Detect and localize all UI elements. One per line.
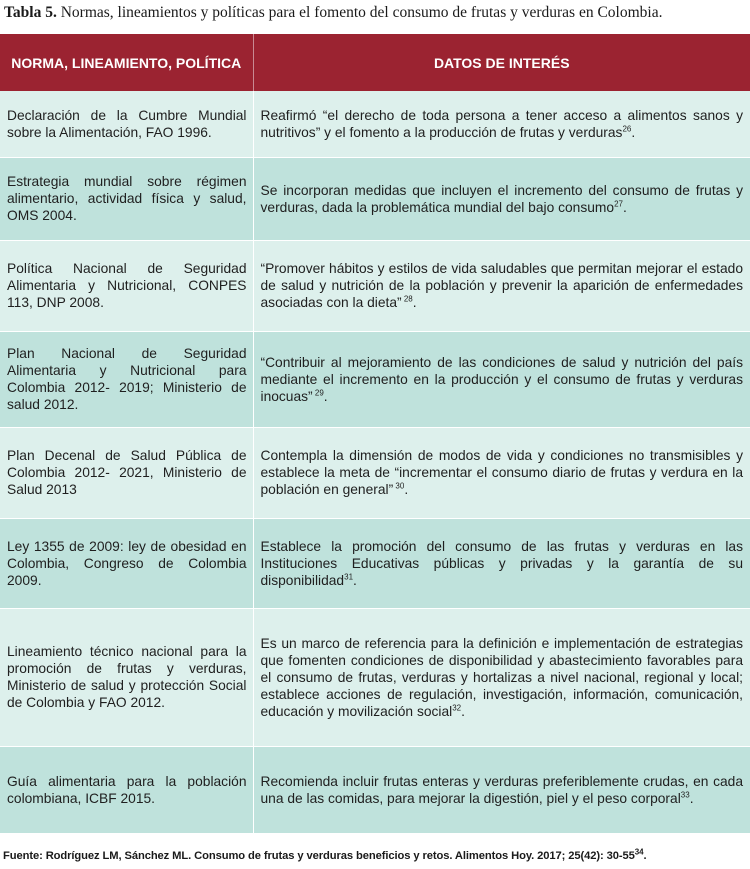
table-body	[0, 91, 750, 833]
caption-text: Normas, lineamientos y políticas para el fomento del consumo de frutas y verduras en Colombia.	[56, 4, 663, 21]
norma-cell: Estrategia mundial sobre régimen alimentario, actividad física y salud, OMS 2004.	[0, 157, 253, 240]
datos-cell	[253, 157, 750, 240]
norma-cell: Plan Nacional de Seguridad Alimentaria y Nutricional para Colombia 2012- 2019; Ministerio de salud 2012.	[0, 331, 253, 427]
datos-text: “Contribuir al mejoramiento de las condiciones de salud y nutrición del país mediante el incremento en la producción y el consumo de frutas y verduras inocuas”	[260, 354, 743, 404]
datos-cell	[253, 331, 750, 427]
table-row	[0, 608, 750, 746]
table-row	[0, 91, 750, 157]
source-ref: 34	[634, 847, 644, 857]
datos-text: Contempla la dimensión de modos de vida y condiciones no transmisibles y establece la meta de “incrementar el consumo diario de frutas y verdura en la población en general”	[260, 448, 743, 497]
footnote-ref: 27	[614, 198, 623, 208]
norma-cell: Lineamiento técnico nacional para la promoción de frutas y verduras, Ministerio de salud y protección Social de Colombia y FAO 2012.	[0, 608, 253, 746]
datos-cell	[253, 746, 750, 833]
source-text: Fuente: Rodríguez LM, Sánchez ML. Consumo de frutas y verduras beneficios y retos. Alimentos Hoy. 2017; 25(42): 30-55	[3, 850, 635, 862]
policy-table	[0, 34, 750, 834]
footnote-ref: 32	[452, 702, 462, 712]
datos-tail: .	[622, 199, 627, 215]
datos-tail: .	[631, 124, 636, 140]
footnote-ref: 30	[393, 481, 405, 491]
datos-tail: .	[353, 572, 357, 588]
datos-text: Se incorporan medidas que incluyen el incremento del consumo de frutas y verduras, dada la problemática mundial del bajo consumo	[260, 182, 743, 215]
norma-cell: Política Nacional de Seguridad Alimentaria y Nutricional, CONPES 113, DNP 2008.	[0, 240, 253, 331]
footnote-ref: 26	[622, 124, 632, 134]
norma-cell: Plan Decenal de Salud Pública de Colombia 2012- 2021, Ministerio de Salud 2013	[0, 427, 253, 518]
datos-text: Es un marco de referencia para la definición e implementación de estrategias que fomenten condiciones de disponibilidad y abastecimiento favorables para el consumo de frutas, verduras y hortalizas a nivel nacional, regional y local; establece acciones de regulación, investigación, información, comunicación, educación y movilización social	[260, 635, 743, 719]
datos-tail: .	[323, 388, 328, 404]
datos-tail: .	[689, 790, 694, 806]
norma-cell: Declaración de la Cumbre Mundial sobre la Alimentación, FAO 1996.	[0, 91, 253, 157]
source-note	[3, 849, 748, 863]
header-datos: DATOS DE INTERÉS	[433, 54, 570, 71]
table-row	[0, 331, 750, 427]
datos-text: Recomienda incluir frutas enteras y verduras preferiblemente crudas, en cada una de las comidas, para mejorar la digestión, piel y el peso corporal	[260, 773, 743, 806]
footnote-ref: 33	[680, 789, 690, 799]
table-row	[0, 157, 750, 240]
norma-cell: Guía alimentaria para la población colombiana, ICBF 2015.	[0, 746, 253, 833]
datos-cell	[253, 91, 750, 157]
footnote-ref: 31	[344, 571, 354, 581]
datos-tail: .	[461, 703, 465, 719]
table-row	[0, 240, 750, 331]
table-row	[0, 427, 750, 518]
datos-tail: .	[404, 482, 409, 497]
datos-text: “Promover hábitos y estilos de vida saludables que permitan mejorar el estado de salud y nutrición de la población y prevenir la aparición de enfermedades asociadas con la dieta”	[260, 261, 743, 310]
datos-text: Reafirmó “el derecho de toda persona a tener acceso a alimentos sanos y nutritivos” y el fomento a la producción de frutas y verduras	[260, 107, 743, 140]
norma-cell: Ley 1355 de 2009: ley de obesidad en Colombia, Congreso de Colombia 2009.	[0, 518, 253, 608]
header-norma: NORMA, LINEAMIENTO, POLÍTICA	[0, 34, 253, 91]
datos-text: Establece la promoción del consumo de las frutas y verduras en las Instituciones Educativas públicas y privadas y la garantía de su disponibilidad	[260, 538, 743, 588]
datos-cell	[253, 518, 750, 608]
datos-cell	[253, 240, 750, 331]
header-row	[0, 34, 750, 91]
datos-cell	[253, 608, 750, 746]
table-caption	[4, 3, 749, 23]
datos-tail: .	[412, 295, 417, 310]
table-row	[0, 518, 750, 608]
footnote-ref: 28	[401, 294, 413, 304]
caption-label: Tabla 5.	[4, 4, 57, 21]
datos-cell	[253, 427, 750, 518]
source-tail: .	[643, 850, 647, 862]
footnote-ref: 29	[312, 387, 324, 397]
table-row	[0, 746, 750, 833]
table-header	[0, 34, 750, 91]
